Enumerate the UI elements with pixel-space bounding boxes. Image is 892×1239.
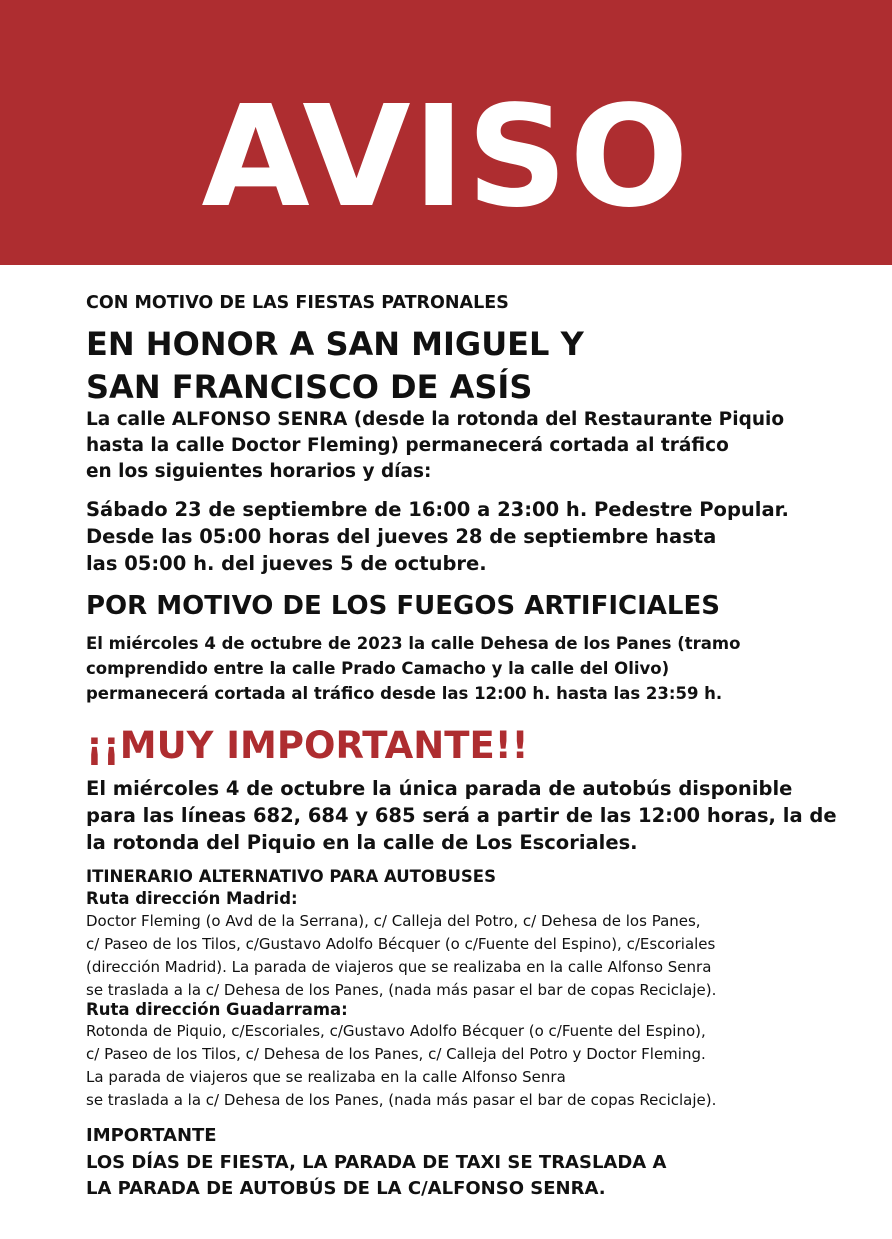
- notice-title: AVISO: [201, 76, 691, 239]
- route-line: La parada de viajeros que se realizaba en la calle Alfonso Senra: [86, 1068, 566, 1086]
- route-guadarrama-title: Ruta dirección Guadarrama:: [86, 1000, 348, 1019]
- route-line: c/ Paseo de los Tilos, c/Gustavo Adolfo Bécquer (o c/Fuente del Espino), c/Escoriales: [86, 935, 716, 953]
- paragraph-line: para las líneas 682, 684 y 685 será a partir de las 12:00 horas, la de: [86, 804, 837, 827]
- street-closure-paragraph: [86, 407, 784, 485]
- festivities-kicker: CON MOTIVO DE LAS FIESTAS PATRONALES: [86, 293, 509, 313]
- taxi-line: LOS DÍAS DE FIESTA, LA PARADA DE TAXI SE TRASLADA A: [86, 1152, 667, 1173]
- taxi-line: LA PARADA DE AUTOBÚS DE LA C/ALFONSO SENRA.: [86, 1178, 606, 1199]
- header-banner: [0, 0, 892, 265]
- route-line: se traslada a la c/ Dehesa de los Panes, (nada más pasar el bar de copas Reciclaje).: [86, 981, 717, 999]
- fireworks-paragraph: [86, 631, 740, 706]
- taxi-notice: [86, 1150, 666, 1202]
- paragraph-line: la rotonda del Piquio en la calle de Los Escoriales.: [86, 831, 638, 854]
- fireworks-heading: POR MOTIVO DE LOS FUEGOS ARTIFICIALES: [86, 591, 720, 621]
- route-madrid-text: [86, 910, 716, 1002]
- paragraph-line: comprendido entre la calle Prado Camacho y la calle del Olivo): [86, 659, 670, 678]
- paragraph-line: La calle ALFONSO SENRA (desde la rotonda del Restaurante Piquio: [86, 409, 785, 430]
- taxi-important-heading: IMPORTANTE: [86, 1125, 217, 1146]
- route-line: Doctor Fleming (o Avd de la Serrana), c/ Calleja del Potro, c/ Dehesa de los Panes,: [86, 912, 701, 930]
- alternative-route-heading: ITINERARIO ALTERNATIVO PARA AUTOBUSES: [86, 867, 496, 886]
- paragraph-line: El miércoles 4 de octubre de 2023 la calle Dehesa de los Panes (tramo: [86, 634, 741, 653]
- paragraph-line: en los siguientes horarios y días:: [86, 461, 432, 482]
- paragraph-line: permanecerá cortada al tráfico desde las 12:00 h. hasta las 23:59 h.: [86, 684, 723, 703]
- route-line: Rotonda de Piquio, c/Escoriales, c/Gustavo Adolfo Bécquer (o c/Fuente del Espino),: [86, 1022, 706, 1040]
- route-line: se traslada a la c/ Dehesa de los Panes, (nada más pasar el bar de copas Reciclaje).: [86, 1091, 717, 1109]
- closure-dates: [86, 496, 789, 577]
- festivities-headline: [86, 323, 584, 409]
- route-line: c/ Paseo de los Tilos, c/ Dehesa de los Panes, c/ Calleja del Potro y Doctor Fleming.: [86, 1045, 706, 1063]
- headline-line: SAN FRANCISCO DE ASÍS: [86, 368, 533, 406]
- date-line: las 05:00 h. del jueves 5 de octubre.: [86, 552, 487, 575]
- paragraph-line: hasta la calle Doctor Fleming) permanecerá cortada al tráfico: [86, 435, 729, 456]
- date-line: Sábado 23 de septiembre de 16:00 a 23:00 h. Pedestre Popular.: [86, 498, 789, 521]
- paragraph-line: El miércoles 4 de octubre la única parada de autobús disponible: [86, 777, 793, 800]
- date-line: Desde las 05:00 horas del jueves 28 de septiembre hasta: [86, 525, 717, 548]
- bus-stop-paragraph: [86, 775, 837, 856]
- very-important-heading: ¡¡MUY IMPORTANTE!!: [86, 724, 529, 767]
- route-madrid-title: Ruta dirección Madrid:: [86, 889, 298, 908]
- headline-line: EN HONOR A SAN MIGUEL Y: [86, 325, 584, 363]
- route-line: (dirección Madrid). La parada de viajeros que se realizaba en la calle Alfonso Senra: [86, 958, 712, 976]
- route-guadarrama-text: [86, 1020, 716, 1112]
